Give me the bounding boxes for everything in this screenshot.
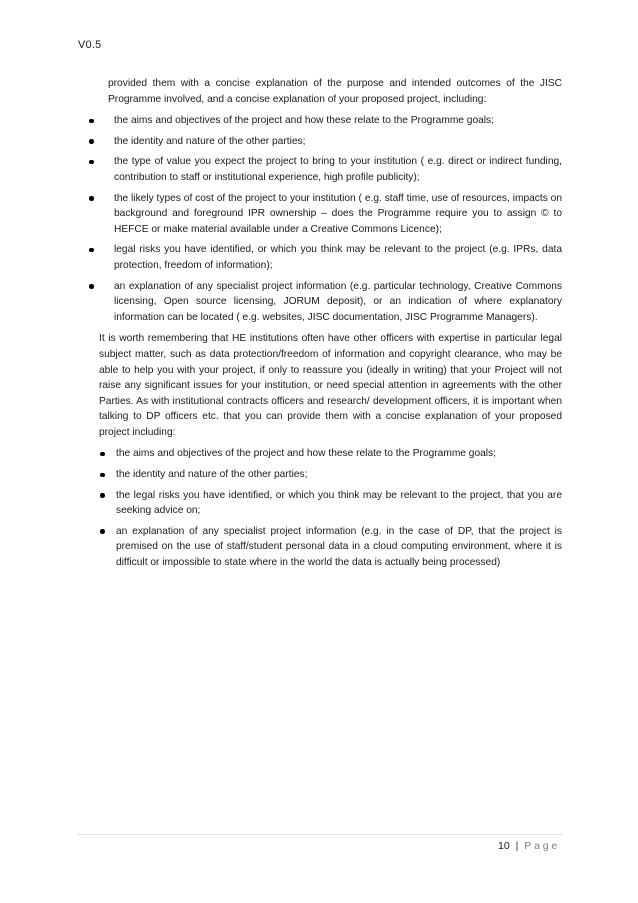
footer-divider xyxy=(78,834,562,835)
page-number: 10 xyxy=(498,840,510,852)
bullet-icon xyxy=(100,452,105,457)
list-item xyxy=(78,242,562,273)
list-item-text: the aims and objectives of the project and how these relate to the Programme goals; xyxy=(114,115,494,127)
bullet-icon xyxy=(100,473,105,478)
bullet-list-first xyxy=(78,113,562,325)
list-item xyxy=(78,113,562,129)
bullet-list-second xyxy=(78,446,562,570)
page-footer xyxy=(498,840,560,852)
list-item-text: the likely types of cost of the project to your institution ( e.g. staff time, use of resources, impacts on background and foreground IPR ownership – does the Programme require you to assign © to HEFCE or make material available under a Creative Commons Licence); xyxy=(114,192,562,235)
bullet-icon xyxy=(89,248,94,253)
bullet-icon xyxy=(89,160,94,165)
footer-separator: | xyxy=(515,840,519,852)
body-paragraph: It is worth remembering that HE institutions often have other officers with expertise in particular legal subject matter, such as data protection/freedom of information and copyright clearance, who may be able to help you with your project, if only to reassure you (ideally in writing) that your Project will not raise any significant issues for your institution, or need special attention in agreements with the other Parties. As with institutional contracts officers and research/ development officers, it is important when talking to DP officers etc. that you can provide them with a concise explanation of your proposed project including: xyxy=(99,333,562,438)
list-item-text: the legal risks you have identified, or which you think may be relevant to the project, that you are seeking advice on; xyxy=(116,489,562,517)
list-item xyxy=(78,467,562,483)
bullet-icon xyxy=(89,196,94,201)
list-item xyxy=(78,154,562,185)
list-item xyxy=(78,134,562,150)
bullet-icon xyxy=(89,284,94,289)
bullet-icon xyxy=(89,119,94,124)
list-item xyxy=(78,279,562,326)
list-item-text: the aims and objectives of the project and how these relate to the Programme goals; xyxy=(116,448,496,460)
intro-paragraph: provided them with a concise explanation of the purpose and intended outcomes of the JISC Programme involved, and a concise explanation of your proposed project, including: xyxy=(108,78,562,105)
list-item xyxy=(78,524,562,571)
list-item-text: the type of value you expect the project to bring to your institution ( e.g. direct or indirect funding, contribution to staff or institutional experience, high profile publicity); xyxy=(114,156,562,183)
list-item xyxy=(78,488,562,519)
list-item xyxy=(78,191,562,238)
bullet-icon xyxy=(89,139,94,144)
list-item-text: an explanation of any specialist project information (e.g. particular technology, Creative Commons licensing, Open source licensing, JORUM deposit), or an indication of where explanatory information can be located ( e.g. websites, JISC documentation, JISC Programme Managers). xyxy=(114,280,562,323)
page-content xyxy=(78,76,562,577)
list-item-text: legal risks you have identified, or which you think may be relevant to the project (e.g. IPRs, data protection, freedom of information); xyxy=(114,244,562,271)
list-item xyxy=(78,446,562,462)
list-item-text: the identity and nature of the other parties; xyxy=(116,469,308,481)
bullet-icon xyxy=(100,529,105,534)
list-item-text: the identity and nature of the other parties; xyxy=(114,135,306,147)
version-label: V0.5 xyxy=(78,39,102,51)
bullet-icon xyxy=(100,493,105,498)
list-item-text: an explanation of any specialist project information (e.g. in the case of DP, that the project is premised on the use of staff/student personal data in a cloud computing environment, where it is difficult or impossible to state where in the world the data is actually being processed) xyxy=(116,525,562,569)
page-label: Page xyxy=(524,840,560,852)
